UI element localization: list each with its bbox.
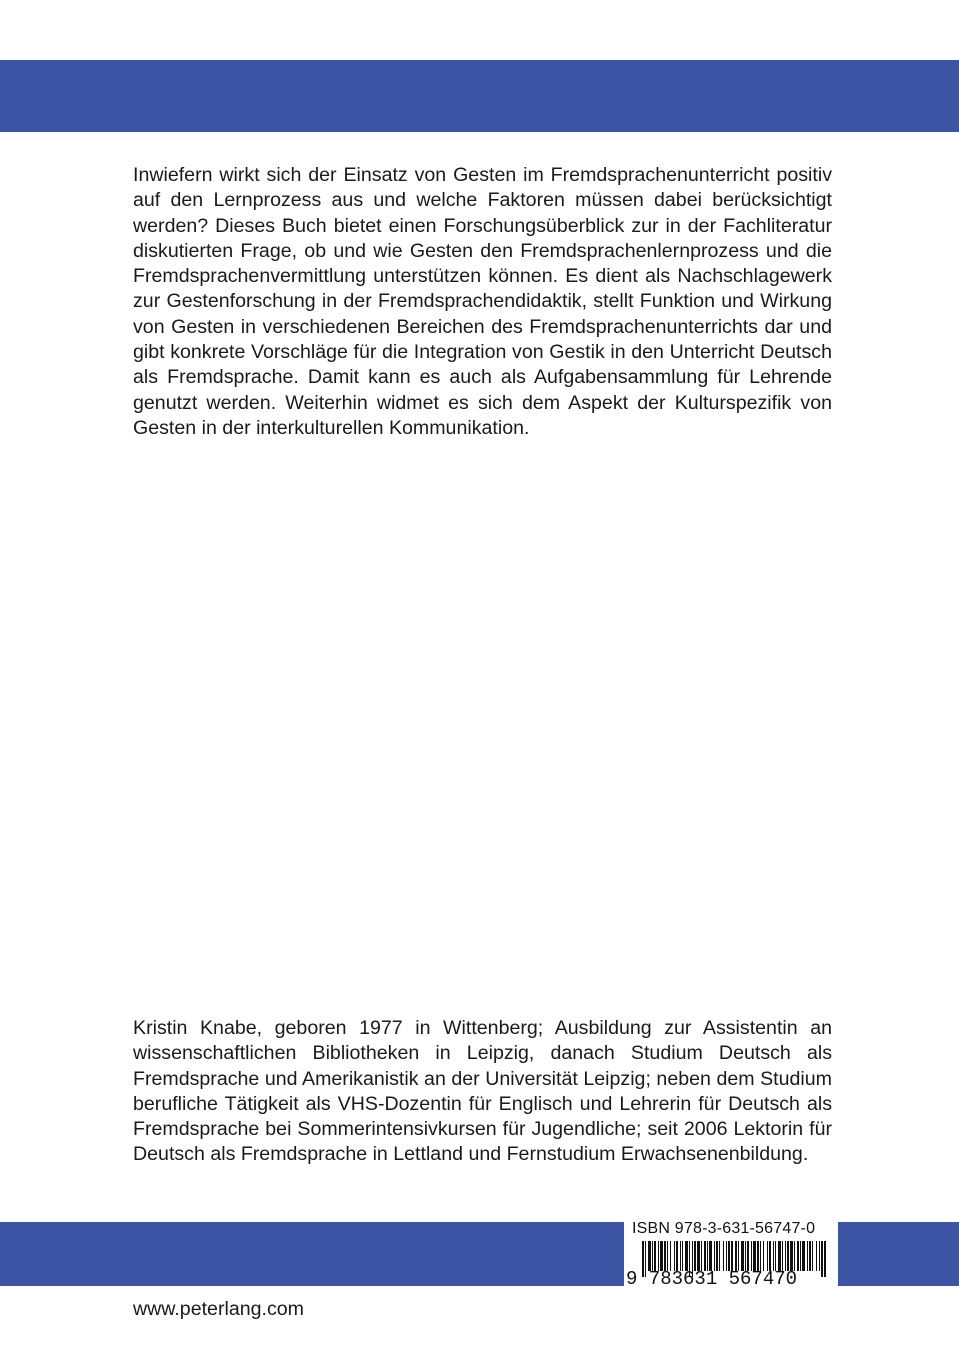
barcode-bar (769, 1241, 771, 1271)
barcode-bar (767, 1241, 768, 1271)
barcode-bar (760, 1241, 761, 1271)
barcode-bar (782, 1241, 783, 1271)
barcode-bar (660, 1241, 663, 1271)
barcode-bar (654, 1241, 656, 1271)
barcode-bar (680, 1241, 681, 1271)
barcode-bar (719, 1241, 720, 1271)
barcode-bar (773, 1241, 774, 1271)
barcode-bar (794, 1241, 795, 1271)
barcode-bar (787, 1241, 789, 1271)
barcode-bar (664, 1241, 666, 1271)
barcode-bar (775, 1241, 776, 1271)
barcode-bar (747, 1241, 749, 1271)
barcode-bar (704, 1241, 706, 1271)
barcode-bar (716, 1241, 718, 1271)
barcode-bar (723, 1241, 724, 1271)
barcode-bar (800, 1241, 801, 1271)
barcode-bar (763, 1241, 764, 1271)
barcode-bar (778, 1241, 781, 1271)
barcode-bar (658, 1241, 659, 1271)
barcode-bar (694, 1241, 696, 1271)
barcode-bar (728, 1241, 730, 1271)
barcode-bar (707, 1241, 708, 1271)
barcode-bar (701, 1241, 702, 1271)
barcode-bar (667, 1241, 668, 1271)
barcode-bar (785, 1241, 786, 1271)
barcode-bar (819, 1241, 820, 1271)
barcode-bar (726, 1241, 727, 1271)
book-description: Inwiefern wirkt sich der Einsatz von Gesten im Fremdsprachenunterricht positiv auf den Lernprozess aus und welche Faktoren müssen dabei berücksichtigt werden? Dieses Buch bietet einen Forschungsüberblick zur in der Fachliteratur diskutierten Frage, ob und wie Gesten den Fremdsprachenlernprozess und die Fremdsprachenvermittlung unterstützen können. Es dient als Nachschlagewerk zur Gestenforschung in der Fremdsprachendidaktik, stellt Funktion und Wirkung von Gesten in verschiedenen Bereichen des Fremdsprachenunterrichts dar und gibt konkrete Vorschläge für die Integration von Gestik in den Unterricht Deutsch als Fremdsprache. Damit kann es auch als Aufgabensammlung für Lehrende genutzt werden. Weiterhin widmet es sich dem Aspekt der Kulturspezifik von Gesten in der interkulturellen Kommunikation. (133, 164, 832, 439)
barcode-bar (714, 1241, 715, 1271)
publisher-url[interactable]: www.peterlang.com (133, 1298, 304, 1320)
barcode-bar (731, 1241, 733, 1271)
barcode-bar (753, 1241, 756, 1271)
barcode-bar (797, 1241, 799, 1271)
barcode-bar (802, 1241, 805, 1271)
barcode-bar (790, 1241, 793, 1271)
barcode-bar (807, 1241, 808, 1271)
barcode-bar (757, 1241, 759, 1271)
barcode-bar (812, 1241, 813, 1271)
barcode-bar (685, 1241, 688, 1271)
barcode-bar (751, 1241, 752, 1271)
ean-digits: 9 783631 567470 (626, 1268, 798, 1290)
barcode-bar (738, 1241, 739, 1271)
barcode-bar (652, 1241, 653, 1271)
barcode-bar (735, 1241, 737, 1271)
barcode-bar (709, 1241, 712, 1271)
barcode-bar (816, 1241, 817, 1271)
author-biography: Kristin Knabe, geboren 1977 in Wittenberg; Ausbildung zur Assistentin an wissenschaftlichen Bibliotheken in Leipzig, danach Studium Deutsch als Fremdsprache und Amerikanistik an der Universität Leipzig; neben dem Studium berufliche Tätigkeit als VHS-Dozentin für Englisch und Lehrerin für Deutsch als Fremdsprache bei Sommerintensivkursen für Jugendliche; seit 2006 Lektorin für Deutsch als Fremdsprache in Lettland und Fernstudium Erwachsenenbildung. (133, 1017, 832, 1166)
barcode-bar (648, 1241, 651, 1271)
barcode-bar (745, 1241, 746, 1271)
barcode-bar (670, 1241, 671, 1271)
barcode-bar (741, 1241, 744, 1271)
isbn-label: ISBN 978-3-631-56747-0 (632, 1220, 816, 1237)
isbn-barcode (624, 1217, 838, 1297)
barcode-bar (676, 1241, 678, 1271)
barcode-bar (697, 1241, 700, 1271)
barcode-bar (674, 1241, 675, 1271)
barcode-bar (682, 1241, 683, 1271)
top-color-band (0, 60, 959, 132)
barcode-bar (809, 1241, 811, 1271)
